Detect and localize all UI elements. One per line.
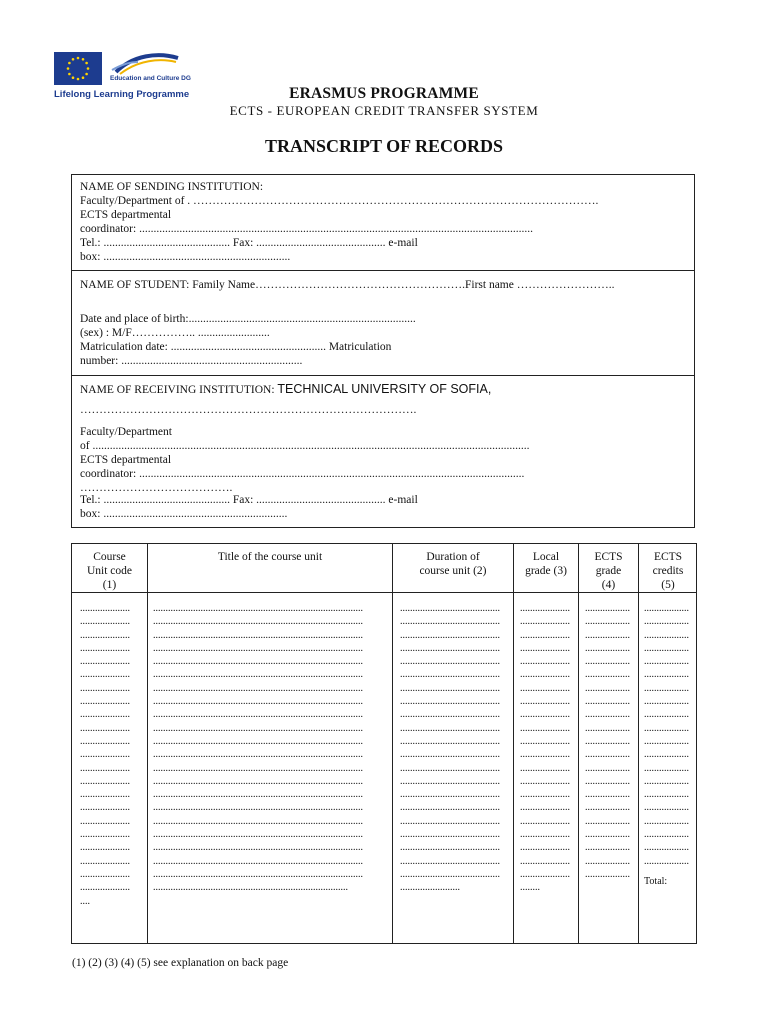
receiving-institution-section xyxy=(71,376,695,528)
receiving-faculty-field[interactable]: of ........................................................................................................................................................ xyxy=(80,440,530,452)
sending-ects-label: ECTS departmental xyxy=(80,209,172,221)
matriculation-date-field[interactable]: Matriculation date: ...................................................... Matriculation xyxy=(80,341,392,353)
document-title: TRANSCRIPT OF RECORDS xyxy=(264,136,504,156)
receiving-faculty-label: Faculty/Department xyxy=(80,426,172,438)
receiving-coordinator-field[interactable]: coordinator: ...................................................................................................................................... xyxy=(80,468,525,480)
receiving-box-field[interactable]: box: ................................................................ xyxy=(80,508,288,520)
programme-title: ERASMUS PROGRAMME xyxy=(289,85,479,102)
footnote: (1) (2) (3) (4) (5) see explanation on back page xyxy=(72,957,289,969)
duration-column[interactable]: ........................................ ........................................ ........................................ ........................................ ........................................ ........................................ ........................................ ........................................ ........................................ ........................................ ........................................ ........................................ ........................................ ........................................ ........................................ ........................................ ........................................ ........................................ ........................................ ........................................ ........................................ ........................ xyxy=(400,603,500,894)
llp-wave-logo xyxy=(108,50,198,88)
sex-field[interactable]: (sex) : M/F…………….. ......................... xyxy=(80,327,270,339)
sending-faculty-field[interactable]: Faculty/Department of . ……………………………………………………………………………………………. xyxy=(80,195,599,207)
header-duration: Duration of course unit (2) xyxy=(419,551,487,577)
ects-credits-column[interactable]: .................. .................. .................. .................. .................. .................. .................. .................. .................. .................. .................. .................. .................. .................. .................. .................. .................. .................. .................. .................. xyxy=(644,603,689,867)
sending-institution-section xyxy=(71,174,695,271)
receiving-institution-name: TECHNICAL UNIVERSITY OF SOFIA, xyxy=(277,382,492,396)
sending-contact-field[interactable]: Tel.: ............................................ Fax: ............................................. e-mail xyxy=(80,237,418,249)
receiving-institution-label: NAME OF RECEIVING INSTITUTION: xyxy=(80,384,278,396)
matriculation-number-field[interactable]: number: ............................................................... xyxy=(80,355,303,367)
llp-logo-text: Lifelong Learning Programme xyxy=(54,89,190,100)
birth-field[interactable]: Date and place of birth:............................................................................... xyxy=(80,313,416,325)
ects-grade-column[interactable]: .................. .................. .................. .................. .................. .................. .................. .................. .................. .................. .................. .................. .................. .................. .................. .................. .................. .................. .................. .................. .................. xyxy=(585,603,630,880)
course-title-column[interactable]: .................................................................................... .................................................................................... .................................................................................... .................................................................................... .................................................................................... .................................................................................... .................................................................................... .................................................................................... .................................................................................... .................................................................................... .................................................................................... .................................................................................... .................................................................................... .................................................................................... .................................................................................... .................................................................................... .................................................................................... .................................................................................... .................................................................................... .................................................................................... .................................................................................... .............................................................................. xyxy=(153,603,363,894)
dg-logo-text: Education and Culture DG xyxy=(110,75,191,82)
total-label: Total: xyxy=(644,876,668,887)
header-local-grade: Local grade (3) xyxy=(525,551,567,577)
header-ects-grade: ECTS grade (4) xyxy=(594,551,623,591)
receiving-contact-field[interactable]: Tel.: ............................................ Fax: ............................................. e-mail xyxy=(80,494,418,506)
receiving-coordinator-line[interactable]: …………………………………. xyxy=(80,482,233,494)
sending-coordinator-field[interactable]: coordinator: ......................................................................................................................................... xyxy=(80,223,533,235)
header-ects-credits: ECTS credits (5) xyxy=(652,551,684,591)
course-code-column[interactable]: .................... .................... .................... .................... .................... .................... .................... .................... .................... .................... .................... .................... .................... .................... .................... .................... .................... .................... .................... .................... .................... .................... .... xyxy=(80,603,130,907)
sending-institution-label: NAME OF SENDING INSTITUTION: xyxy=(80,181,264,193)
sending-box-field[interactable]: box: ................................................................. xyxy=(80,251,291,263)
course-table xyxy=(71,543,697,944)
receiving-institution-line[interactable]: ……………………………………………………………………………. xyxy=(80,404,417,416)
local-grade-column[interactable]: .................... .................... .................... .................... .................... .................... .................... .................... .................... .................... .................... .................... .................... .................... .................... .................... .................... .................... .................... .................... .................... ........ xyxy=(520,603,570,894)
header-course-code: Course Unit code (1) xyxy=(86,551,133,591)
student-section xyxy=(71,271,695,376)
receiving-ects-label: ECTS departmental xyxy=(80,454,172,466)
student-name-field[interactable]: NAME OF STUDENT: Family Name……………………………………………….First name …………………….. xyxy=(80,279,615,291)
eu-flag-logo xyxy=(54,52,102,85)
header-course-title: Title of the course unit xyxy=(217,551,323,563)
programme-subtitle: ECTS - EUROPEAN CREDIT TRANSFER SYSTEM xyxy=(229,103,539,118)
